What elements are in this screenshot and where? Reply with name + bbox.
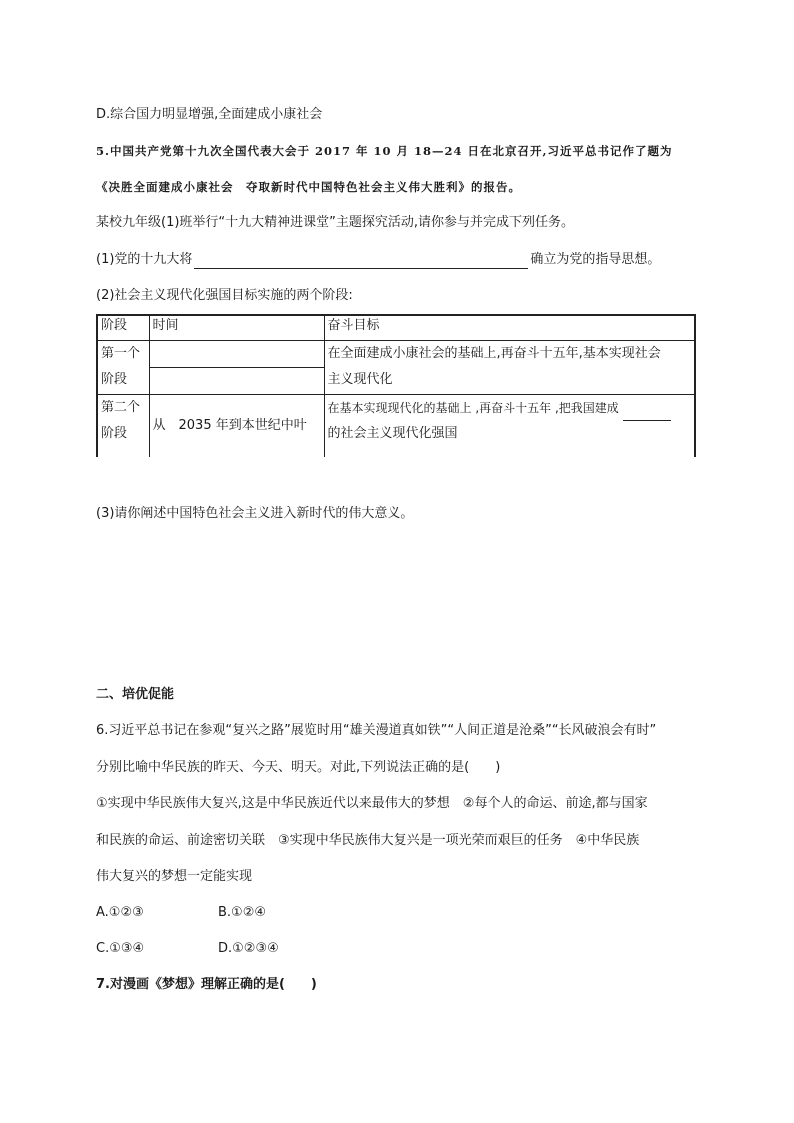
stage-table-header-row [97,315,695,341]
q6-statements-line1: ①实现中华民族伟大复兴,这是中华民族近代以来最伟大的梦想 ②每个人的命运、前途,都与国家 [96,796,648,811]
stage1-label-a: 第一个 [101,346,141,362]
q6-stem-line1: 6.习近平总书记在参观“复兴之路”展览时用“雄关漫道真如铁”“人间正道是沧桑”“长风破浪会有时” [96,723,657,738]
stage2-row [97,395,695,457]
q5-sub1 [96,251,660,269]
stage2-goal [324,395,695,457]
q5-sub2: (2)社会主义现代化强国目标实施的两个阶段: [96,288,353,303]
q6-statements-line2: 和民族的命运、前途密切关联 ③实现中华民族伟大复兴是一项光荣而艰巨的任务 ④中华民族 [96,833,640,848]
q5-intro: 某校九年级(1)班举行“十九大精神进课堂”主题探究活动,请你参与并完成下列任务。 [96,215,575,230]
stage-table [96,314,696,457]
stage1-goal-b: 主义现代化 [327,372,393,388]
q5-stem-line2: 《决胜全面建成小康社会 夺取新时代中国特色社会主义伟大胜利》的报告。 [96,180,521,194]
stage2-goal-a-line [328,395,692,421]
section2-title: 二、培优促能 [96,687,175,702]
q6-option-a[interactable]: A.①②③ [96,905,144,920]
q6-option-d[interactable]: D.①②③④ [218,941,279,956]
stage1-goal-a: 在全面建成小康社会的基础上,再奋斗十五年,基本实现社会 [327,346,661,362]
header-goal: 奋斗目标 [324,315,695,341]
stage2-goal-answer-blank[interactable] [623,406,671,421]
stage1-label [97,341,149,395]
stage2-goal-b: 的社会主义现代化强国 [327,426,458,442]
header-stage: 阶段 [97,315,149,341]
prev-option-d: D.综合国力明显增强,全面建成小康社会 [96,107,323,122]
stage1-row-a [97,341,695,368]
stage2-label [97,395,149,457]
q6-options-row1 [96,904,266,922]
stage1-goal [324,341,695,395]
q5-sub3: (3)请你阐述中国特色社会主义进入新时代的伟大意义。 [96,506,414,521]
stage1-time-blank-a[interactable] [149,341,324,368]
q5-sub1-suffix: 确立为党的指导思想。 [530,252,661,267]
q6-option-c[interactable]: C.①③④ [96,941,145,956]
q5-sub1-prefix: (1)党的十九大将 [96,252,193,267]
stage1-time-blank-b[interactable] [149,368,324,395]
stage1-label-b: 阶段 [101,372,128,388]
q6-options-row2 [96,940,279,958]
stage2-label-a: 第二个 [101,400,141,416]
q5-stem-line1: 5.中国共产党第十九次全国代表大会于 2017 年 10 月 18—24 日在北京召开,习近平总书记作了题为 [96,144,673,158]
q6-statements-line3: 伟大复兴的梦想一定能实现 [96,869,253,884]
q5-sub1-answer-blank[interactable] [194,254,528,269]
q6-option-b[interactable]: B.①②④ [218,905,267,920]
header-time: 时间 [149,315,324,341]
stage2-time: 从 2035 年到本世纪中叶 [149,395,324,457]
stage2-goal-a: 在基本实现现代化的基础上 ,再奋斗十五年 ,把我国建成 [327,401,619,416]
stage2-label-b: 阶段 [101,426,128,442]
q7-stem: 7.对漫画《梦想》理解正确的是( ) [96,977,317,992]
q6-stem-line2: 分别比喻中华民族的昨天、今天、明天。对此,下列说法正确的是( ) [96,760,501,775]
